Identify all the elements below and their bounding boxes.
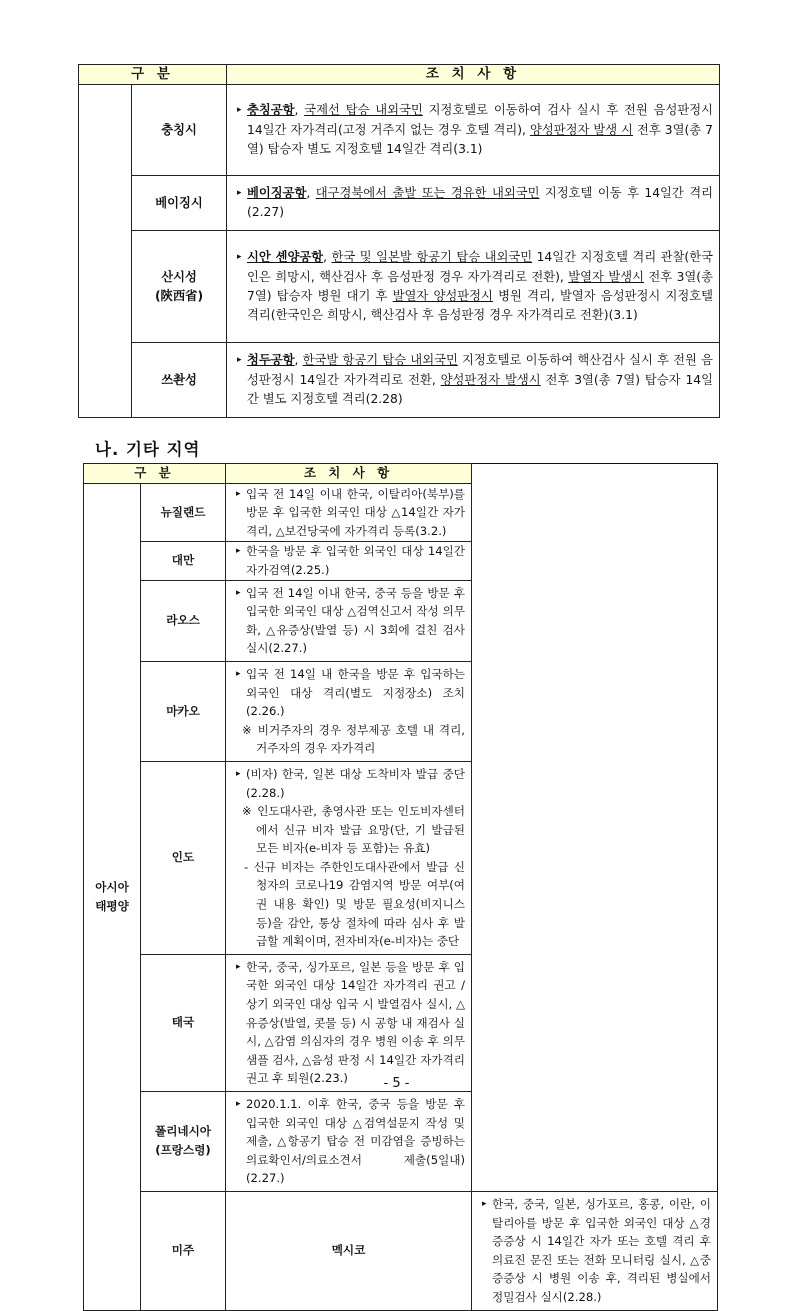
measure-text: ▸ 한국, 중국, 싱가포르, 일본 등을 방문 후 입국한 외국인 대상 14일간 자가격리 권고 / 상기 외국인 대상 입국 시 발열검사 실시, △유증상(발열, 콧물 등) 시 공항 내 재검사 실시, △감염 의심자의 경우 병원 이송 후 의무 샘플 검사, △음성 판정 시 14일간 자가격리 권고 후 퇴원(2.23.)	[226, 954, 472, 1091]
section-title: 나. 기타 지역	[95, 440, 201, 459]
city-name: 충칭시	[132, 85, 227, 176]
city-name: 산시성 (陝西省)	[132, 231, 227, 343]
table-row	[84, 761, 718, 954]
city-name: 베이징시	[132, 176, 227, 231]
table-row	[79, 176, 720, 231]
table-row	[84, 1191, 718, 1310]
measure-text: ▸ 2020.1.1. 이후 한국, 중국 등을 방문 후 입국한 외국인 대상 △검역설문지 작성 및 제출, △항공기 탑승 전 미감염을 증빙하는 의료확인서/의료소견서 제출(5일내)(2.27.)	[226, 1092, 472, 1192]
measure-text: ▸ 한국, 중국, 일본, 싱가포르, 홍콩, 이란, 이탈리아를 방문 후 입국한 외국인 대상 △경증증상 시 14일간 자가 또는 호텔 격리 후 의료진 문진 또는 전화 모니터링 실시, △중증증상 시 병원 이송 후, 격리된 병실에서 정밀검사 실시(2.28.)	[472, 1191, 718, 1310]
table-row	[79, 85, 720, 176]
country-name: 뉴질랜드	[141, 483, 226, 542]
page-number: - 5 -	[383, 1076, 410, 1091]
table-row	[79, 343, 720, 418]
region-americas: 미주	[141, 1191, 226, 1310]
table-row	[84, 661, 718, 761]
measure-text: ▸ 청두공항, 한국발 항공기 탑승 내외국민 지정호텔로 이동하여 핵산검사 실시 후 전원 음성판정시 14일간 자가격리로 전환, 양성판정자 발생시 전후 3열(총 7열) 탑승자 14일간 별도 지정호텔 격리(2.28)	[227, 343, 720, 418]
city-name: 쓰촨성	[132, 343, 227, 418]
country-name: 마카오	[141, 661, 226, 761]
header-measures: 조 치 사 항	[226, 464, 472, 484]
table-row	[84, 954, 718, 1091]
table-row	[84, 1092, 718, 1192]
country-name: 대만	[141, 542, 226, 580]
table-row	[84, 580, 718, 661]
table-row	[84, 483, 718, 542]
measure-text: ▸ (비자) 한국, 일본 대상 도착비자 발급 중단(2.28.) ※ 인도대사관, 총영사관 또는 인도비자센터에서 신규 비자 발급 요망(단, 기 발급된 모든 비자(e-비자 등 포함)는 유효) - 신규 비자는 주한인도대사관에서 발급 신청자의 코로나19 감염지역 방문 여부(여권 내용 확인) 및 방문 필요성(비지니스 등)을 감안, 통상 절차에 따라 심사 후 발급할 계획이며, 전자비자(e-비자)는 중단	[226, 761, 472, 954]
table-row	[84, 542, 718, 580]
region-cell-blank	[79, 85, 132, 418]
measure-text: ▸ 입국 전 14일 이내 한국, 이탈리아(북부)를 방문 후 입국한 외국인 대상 △14일간 자가격리, △보건당국에 자가격리 등록(3.2.)	[226, 483, 472, 542]
measure-text: ▸ 입국 전 14일 내 한국을 방문 후 입국하는 외국인 대상 격리(별도 지정장소) 조치(2.26.) ※ 비거주자의 경우 정부제공 호텔 내 격리, 거주자의 경우 자가격리	[226, 661, 472, 761]
country-name: 태국	[141, 954, 226, 1091]
china-measures-table	[78, 64, 720, 418]
measure-text: ▸ 한국을 방문 후 입국한 외국인 대상 14일간 자가검역(2.25.)	[226, 542, 472, 580]
country-name: 폴리네시아 (프랑스령)	[141, 1092, 226, 1192]
header-category: 구 분	[79, 65, 227, 85]
other-regions-table	[83, 463, 718, 1311]
country-name: 라오스	[141, 580, 226, 661]
table-row	[79, 231, 720, 343]
measure-text: ▸ 시안 셴양공항, 한국 및 일본발 항공기 탑승 내외국민 14일간 지정호텔 격리 관찰(한국인은 희망시, 핵산검사 후 음성판정 경우 자가격리로 전환), 발열자 발생시 전후 3열(총 7열) 탑승자 병원 대기 후 발열자 양성판정시 병원 격리, 발열자 음성판정시 지정호텔 격리(한국인은 희망시, 핵산검사 후 음성판정 경우 자가격리로 전환)(3.1)	[227, 231, 720, 343]
header-measures: 조 치 사 항	[227, 65, 720, 85]
measure-text: ▸ 입국 전 14일 이내 한국, 중국 등을 방문 후 입국한 외국인 대상 △검역신고서 작성 의무화, △유증상(발열 등) 시 3회에 걸친 검사 실시(2.27.)	[226, 580, 472, 661]
country-name: 인도	[141, 761, 226, 954]
country-name: 멕시코	[226, 1191, 472, 1310]
measure-text: ▸ 충칭공항, 국제선 탑승 내외국민 지정호텔로 이동하여 검사 실시 후 전원 음성판정시 14일간 자가격리(고정 거주지 없는 경우 호텔 격리), 양성판정자 발생 시 전후 3열(총 7열) 탑승자 별도 지정호텔 14일간 격리(3.1)	[227, 85, 720, 176]
header-category: 구 분	[84, 464, 226, 484]
measure-text: ▸ 베이징공항, 대구경북에서 출발 또는 경유한 내외국민 지정호텔 이동 후 14일간 격리(2.27)	[227, 176, 720, 231]
region-asia-pacific: 아시아 태평양	[84, 483, 141, 1310]
